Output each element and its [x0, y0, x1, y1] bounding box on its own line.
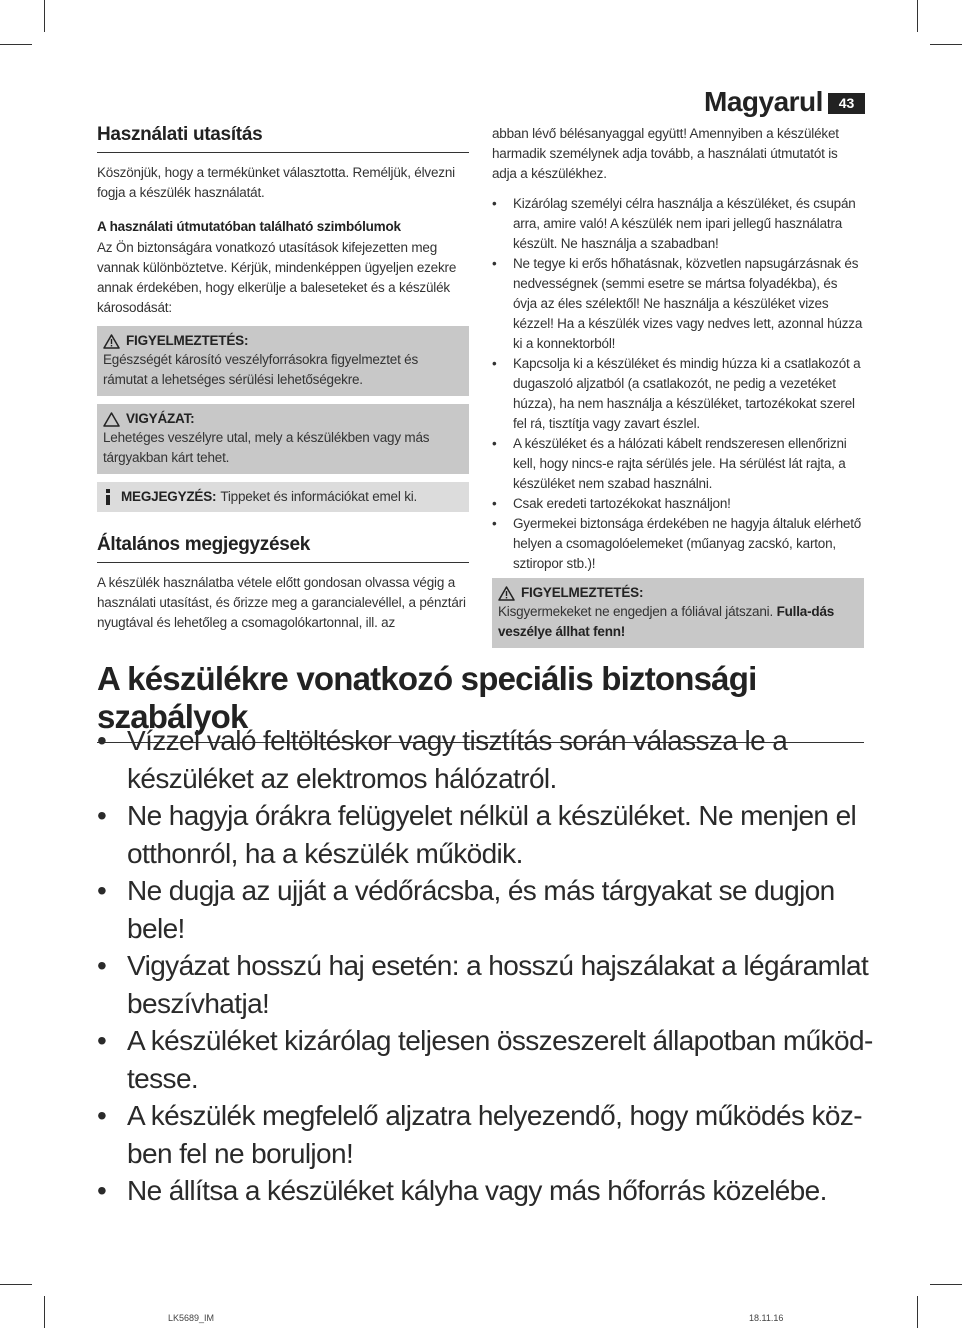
continued-paragraph: abban lévő bélésanyaggal együtt! Amennyiben a készüléket harmadik személynek adja tovább, a használati útmutatót is adja a készülékhez. [492, 126, 839, 181]
usage-heading: Használati utasítás [97, 124, 469, 153]
right-warning-body: Kisgyermekeket ne engedjen a fóliával játszani. [498, 604, 774, 619]
note-box [97, 482, 469, 512]
list-item: • Ne dugja az ujját a védőrácsba, és más tárgyakat se dugjon bele! [97, 872, 877, 947]
crop-mark [0, 44, 32, 45]
crop-mark [44, 0, 45, 32]
caution-triangle-icon [103, 412, 120, 427]
caution-title [103, 410, 463, 428]
list-item: • Kapcsolja ki a készüléket és mindig húzza ki a csatlakozót a dugaszoló aljzatból (a csatlakozót, ne pedig a vezetéket húzza), ha nem használja a készüléket, tartozékokat szerel fel rá, tisztítja vagy zavart észlel. [492, 354, 864, 434]
list-item: • A készülék megfelelő aljzatra helyezendő, hogy működés köz-ben fel ne boruljon! [97, 1097, 877, 1172]
list-item: • Ne állítsa a készüléket kályha vagy más hőforrás közelébe. [97, 1172, 877, 1210]
general-paragraph: A készülék használatba vétele előtt gondosan olvassa végig a használati utasítást, és őrizze meg a garancialevéllel, a pénztári nyugtával és lehetőleg a csomagolókartonnal, ill. az [97, 575, 466, 630]
crop-mark [930, 1284, 962, 1285]
right-warning-title-text: FIGYELMEZTETÉS: [521, 585, 644, 600]
list-item: • A készüléket kizárólag teljesen összeszerelt állapotban működ-tesse. [97, 1022, 877, 1097]
language-heading: Magyarul [704, 86, 823, 117]
thanks-paragraph: Köszönjük, hogy a termékünket választotta. Reméljük, élvezni fogja a készülék használatát. [97, 165, 455, 200]
warning-triangle-icon [103, 334, 120, 349]
symbols-paragraph: Az Ön biztonságára vonatkozó utasítások kifejezetten meg vannak különböztetve. Kérjük, mindenképpen ügyeljen ezekre annak érdekében, hogy elkerülje a baleseteket és a készülék károsodását: [97, 240, 457, 315]
crop-mark [0, 1284, 32, 1285]
right-warning-bold: Fulla-dás veszélye állhat fenn! [498, 604, 835, 639]
crop-mark [930, 44, 962, 45]
caution-text: Lehetéges veszélyre utal, mely a készülékben vagy más tárgyakban kárt tehet. [103, 430, 430, 465]
right-warning-title [498, 584, 858, 602]
right-warning-box [492, 578, 864, 648]
warning-title-text: FIGYELMEZTETÉS: [126, 333, 249, 348]
main-safety-list [97, 722, 877, 1210]
left-column [97, 124, 469, 643]
main-title: A készülékre vonatkozó speciális biztonsági szabályok [97, 660, 864, 743]
warning-text: Egészségét károsító veszélyforrásokra figyelmeztet és rámutat a lehetséges sérülési lehetőségekre. [103, 352, 419, 387]
note-title: MEGJEGYZÉS: [121, 489, 217, 504]
right-warning-text [498, 602, 858, 642]
list-item: • Ne hagyja órákra felügyelet nélkül a készüléket. Ne menjen el otthonról, ha a készülék működik. [97, 797, 877, 872]
footer-code: LK5689_IM [168, 1313, 215, 1323]
page-number: 43 [828, 93, 865, 114]
list-item: • Vízzel való feltöltéskor vagy tisztítás során válassza le a készüléket az elektromos hálózatról. [97, 722, 877, 797]
crop-mark [917, 0, 918, 32]
caution-box [97, 404, 469, 474]
right-column [492, 124, 864, 656]
caution-title-text: VIGYÁZAT: [126, 411, 195, 426]
general-heading: Általános megjegyzések [97, 534, 469, 563]
footer-date: 18.11.16 [749, 1313, 784, 1323]
list-item: • A készüléket és a hálózati kábelt rendszeresen ellenőrizni kell, hogy nincs-e rajta sérülés jele. Ha sérülést lát rajta, a készüléket nem szabad használni. [492, 434, 864, 494]
list-item: • Ne tegye ki erős hőhatásnak, közvetlen napsugárzásnak és nedvességnek (semmi esetre se mártsa folyadékba), és óvja az éles szélektől! Ne használja a készüléket vizes kézzel! Ha a készülék vizes vagy nedves lett, azonnal húzza ki a konnektorból! [492, 254, 864, 354]
warning-title [103, 332, 463, 350]
crop-mark [44, 1296, 45, 1328]
list-item: • Vigyázat hosszú haj esetén: a hosszú hajszálakat a légáramlat beszívhatja! [97, 947, 877, 1022]
info-icon [103, 489, 113, 505]
symbols-heading: A használati útmutatóban található szimbólumok [97, 219, 401, 234]
safety-list [492, 194, 864, 574]
note-text: Tippeket és információkat emel ki. [220, 489, 418, 504]
list-item: • Gyermekei biztonsága érdekében ne hagyja általuk elérhető helyen a csomagolóelemeket (műanyag zacskó, karton, sztiropor stb.)! [492, 514, 864, 574]
warning-triangle-icon [498, 586, 515, 601]
list-item: • Csak eredeti tartozékokat használjon! [492, 494, 864, 514]
list-item: • Kizárólag személyi célra használja a készüléket, és csupán arra, amire való! A készülék nem ipari jellegű használatra készült. Ne használja a szabadban! [492, 194, 864, 254]
crop-mark [917, 1296, 918, 1328]
warning-box [97, 326, 469, 396]
